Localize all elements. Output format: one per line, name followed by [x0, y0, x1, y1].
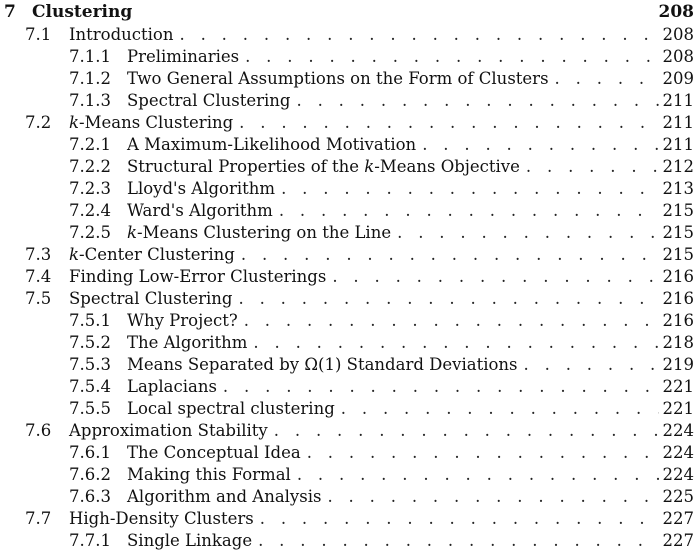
entry-title-text: Why Project? — [127, 310, 238, 330]
entry-page-number: 212 — [662, 156, 694, 176]
entry-title-text: Laplacians — [127, 376, 217, 396]
dot-leader — [258, 530, 658, 552]
dot-leader — [279, 200, 659, 222]
toc-subsection-entry[interactable] — [0, 46, 694, 68]
entry-title — [69, 288, 233, 310]
toc-subsection-entry[interactable] — [0, 222, 694, 244]
entry-page-number: 211 — [662, 90, 694, 110]
entry-title — [127, 222, 391, 244]
entry-title — [127, 310, 238, 332]
entry-page-number: 225 — [662, 486, 694, 506]
entry-page-number: 216 — [662, 310, 694, 330]
entry-number: 7.4 — [25, 266, 52, 286]
entry-number: 7.7.1 — [69, 530, 111, 550]
entry-title — [127, 46, 239, 68]
entry-title-text: -Center Clustering — [79, 244, 235, 264]
toc-section-entry[interactable] — [0, 266, 694, 288]
dot-leader — [239, 288, 659, 310]
entry-title-text: -Means Objective — [374, 156, 520, 176]
entry-page-number: 221 — [662, 398, 694, 418]
entry-title-text: Structural Properties of the — [127, 156, 365, 176]
entry-number: 7.5.4 — [69, 376, 111, 396]
entry-number: 7.5 — [25, 288, 52, 308]
entry-number: 7.6.3 — [69, 486, 111, 506]
entry-title-text: Spectral Clustering — [69, 288, 233, 308]
entry-title-math: k — [69, 244, 79, 264]
entry-title — [127, 332, 247, 354]
entry-title-text: Ward's Algorithm — [127, 200, 273, 220]
dot-leader — [244, 310, 659, 332]
dot-leader — [297, 464, 659, 486]
toc-section-entry[interactable] — [0, 24, 694, 46]
entry-title-math: k — [364, 156, 375, 176]
dot-leader — [397, 222, 658, 244]
entry-title — [127, 134, 416, 156]
dot-leader — [260, 508, 659, 530]
entry-page-number: 215 — [662, 244, 694, 264]
toc-subsection-entry[interactable] — [0, 464, 694, 486]
entry-title-text: -Means Clustering on the Line — [137, 222, 392, 242]
entry-number: 7.1 — [25, 24, 52, 44]
entry-page-number: 219 — [662, 354, 694, 374]
entry-page-number: 215 — [662, 200, 694, 220]
entry-number: 7.2.3 — [69, 178, 111, 198]
entry-title — [127, 178, 275, 200]
entry-title — [69, 244, 235, 266]
entry-title-text: Single Linkage — [127, 530, 253, 550]
toc-subsection-entry[interactable] — [0, 332, 694, 354]
dot-leader — [281, 178, 658, 200]
entry-page-number: 227 — [662, 508, 694, 528]
toc-subsection-entry[interactable] — [0, 178, 694, 200]
entry-number: 7.2.2 — [69, 156, 111, 176]
entry-title-text: The Conceptual Idea — [127, 442, 301, 462]
entry-title — [127, 442, 301, 464]
entry-title — [127, 376, 217, 398]
toc-subsection-entry[interactable] — [0, 354, 694, 376]
entry-page-number: 227 — [662, 530, 694, 550]
entry-title-text: High-Density Clusters — [69, 508, 254, 528]
dot-leader — [245, 46, 658, 68]
entry-page-number: 213 — [662, 178, 694, 198]
entry-number: 7.2 — [25, 112, 52, 132]
entry-number: 7.6 — [25, 420, 52, 440]
chapter-title: Clustering — [32, 2, 133, 22]
entry-number: 7.1.1 — [69, 46, 111, 66]
entry-title — [69, 24, 174, 46]
entry-title-math: k — [127, 222, 137, 242]
entry-page-number: 221 — [662, 376, 694, 396]
chapter-page-number: 208 — [658, 2, 694, 22]
toc-subsection-entry[interactable] — [0, 200, 694, 222]
dot-leader — [526, 156, 659, 178]
toc-section-entry[interactable] — [0, 508, 694, 530]
entry-page-number: 224 — [662, 420, 694, 440]
toc-section-entry[interactable] — [0, 112, 694, 134]
toc-subsection-entry[interactable] — [0, 156, 694, 178]
entry-number: 7.6.1 — [69, 442, 111, 462]
dot-leader — [297, 90, 659, 112]
entry-title — [69, 420, 268, 442]
entry-title — [69, 112, 233, 134]
entry-title-text: Making this Formal — [127, 464, 291, 484]
entry-page-number: 216 — [662, 288, 694, 308]
entry-title-text: Two General Assumptions on the Form of Clusters — [127, 68, 549, 88]
toc-section-entry[interactable] — [0, 420, 694, 442]
toc-subsection-entry[interactable] — [0, 376, 694, 398]
entry-page-number: 208 — [662, 24, 694, 44]
entry-title — [127, 486, 321, 508]
entry-number: 7.2.1 — [69, 134, 111, 154]
toc-subsection-entry[interactable] — [0, 90, 694, 112]
dot-leader — [241, 244, 659, 266]
toc-subsection-entry[interactable] — [0, 486, 694, 508]
entry-title — [127, 90, 291, 112]
dot-leader — [422, 134, 658, 156]
dot-leader — [239, 112, 658, 134]
entry-number: 7.1.3 — [69, 90, 111, 110]
entry-title — [127, 156, 520, 178]
toc-subsection-entry[interactable] — [0, 398, 694, 420]
toc-subsection-entry[interactable] — [0, 530, 694, 552]
toc-subsection-entry[interactable] — [0, 68, 694, 90]
toc-chapter-entry[interactable] — [0, 1, 694, 23]
toc-section-entry[interactable] — [0, 244, 694, 266]
entry-number: 7.5.5 — [69, 398, 111, 418]
entry-title — [127, 464, 291, 486]
entry-title-text: Local spectral clustering — [127, 398, 335, 418]
toc-subsection-entry[interactable] — [0, 442, 694, 464]
entry-page-number: 215 — [662, 222, 694, 242]
entry-page-number: 218 — [662, 332, 694, 352]
entry-title-text: -Means Clustering — [79, 112, 234, 132]
entry-number: 7.2.5 — [69, 222, 111, 242]
entry-title-text: Preliminaries — [127, 46, 240, 66]
entry-title-math: k — [69, 112, 79, 132]
entry-title — [69, 508, 254, 530]
entry-page-number: 208 — [662, 46, 694, 66]
entry-page-number: 211 — [662, 112, 694, 132]
entry-number: 7.3 — [25, 244, 52, 264]
entry-title-text: Lloyd's Algorithm — [127, 178, 276, 198]
toc-section-entry[interactable] — [0, 288, 694, 310]
entry-title — [127, 200, 273, 222]
entry-title-text: Means Separated by Ω(1) Standard Deviations — [127, 354, 518, 374]
entry-page-number: 211 — [662, 134, 694, 154]
entry-number: 7.1.2 — [69, 68, 111, 88]
dot-leader — [253, 332, 658, 354]
dot-leader — [332, 266, 658, 288]
entry-number: 7.6.2 — [69, 464, 111, 484]
dot-leader — [180, 24, 659, 46]
chapter-number: 7 — [4, 2, 16, 22]
dot-leader — [524, 354, 659, 376]
entry-title-text: The Algorithm — [127, 332, 248, 352]
entry-title-text: Approximation Stability — [69, 420, 268, 440]
entry-title — [127, 530, 252, 552]
entry-number: 7.5.3 — [69, 354, 111, 374]
entry-number: 7.5.2 — [69, 332, 111, 352]
entry-title-text: Introduction — [69, 24, 174, 44]
entry-number: 7.7 — [25, 508, 52, 528]
entry-page-number: 216 — [662, 266, 694, 286]
entry-title — [69, 266, 326, 288]
entry-title-text: Algorithm and Analysis — [127, 486, 322, 506]
toc-subsection-entry[interactable] — [0, 134, 694, 156]
toc-subsection-entry[interactable] — [0, 310, 694, 332]
entry-page-number: 224 — [662, 464, 694, 484]
dot-leader — [223, 376, 659, 398]
dot-leader — [274, 420, 659, 442]
dot-leader — [341, 398, 659, 420]
entry-title — [127, 68, 549, 90]
entry-page-number: 224 — [662, 442, 694, 462]
entry-title — [127, 354, 518, 376]
entry-number: 7.2.4 — [69, 200, 111, 220]
entry-title-text: A Maximum-Likelihood Motivation — [127, 134, 417, 154]
dot-leader — [555, 68, 659, 90]
dot-leader — [327, 486, 658, 508]
entry-title-text: Finding Low-Error Clusterings — [69, 266, 327, 286]
dot-leader — [307, 442, 659, 464]
entry-page-number: 209 — [662, 68, 694, 88]
entry-title — [127, 398, 335, 420]
entry-number: 7.5.1 — [69, 310, 111, 330]
entry-title-text: Spectral Clustering — [127, 90, 291, 110]
